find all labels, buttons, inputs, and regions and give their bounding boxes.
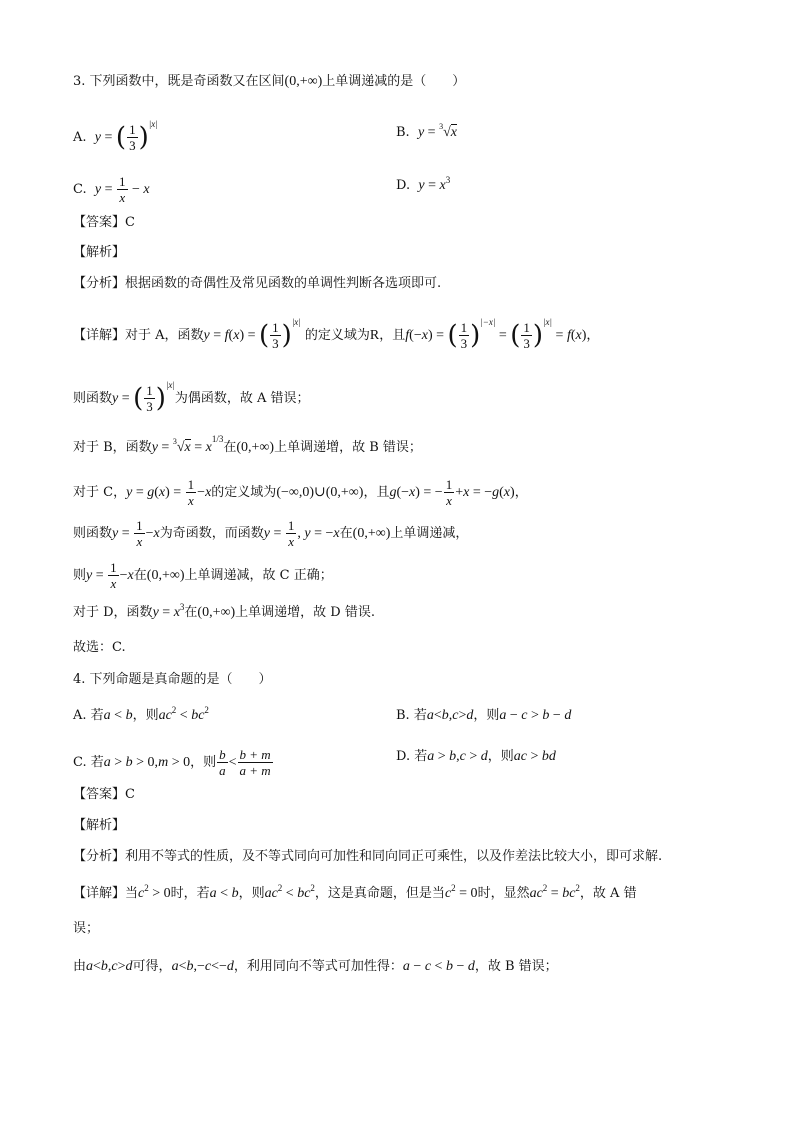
- q3-detail-c: 对于 C，y = g(x) = $\frac{1}{x}$ −x的定义域为(−∞,0)∪(0,+∞)，且g(−x) = − $\frac{1}{x}$ +x = −g(x)，: [73, 477, 528, 508]
- q3-detail-c2: 则函数y = $\frac{1}{x}$ −x为奇函数，而函数y = $\frac{1}{x}$ , y = −x在(0,+∞)上单调递减，: [73, 518, 469, 549]
- q4-option-a: A. 若a < b，则$ac^2 < bc^2$: [73, 705, 209, 723]
- q4-detail-3: 由a<b,c>d可得，a<b,−c<−d，利用同向不等式可加性得：a − c < b − d，故 B 错误；: [73, 959, 558, 974]
- q3-interval: (0,+∞): [284, 74, 323, 89]
- fraction-one-third: $\frac{1}{3}$: [129, 122, 136, 153]
- q3-option-c: C. y = $\frac{1}{x}$ − x: [73, 174, 150, 205]
- q3-choose: 故选：C.: [73, 640, 126, 655]
- q3-detail-b: 对于 B，函数$y = ^3√x = x^{1/3}$在(0,+∞)上单调递增，故 B 错误；: [73, 434, 422, 455]
- q3-option-a: A. y = ( $\frac{1}{3}$ )$^{|x|}$: [73, 119, 158, 153]
- q3-detail-a: 【详解】对于 A，函数y = f(x) = ( $\frac{1}{3}$ )$^{|x|}$ 的定义域为R，且f(−x) = ( $\frac{1}{3}$ )$^{|-x|}$ = ( $\frac{1}{3}$ )$^{|x|}$ = f(x)，: [73, 317, 600, 351]
- q3-detail-d: 对于 D，函数$y = x^3$在(0,+∞)上单调递增，故 D 错误.: [73, 602, 375, 620]
- q4-option-d: D. 若a > b,c > d，则ac > bd: [396, 749, 556, 764]
- q4-fenxi: 【分析】利用不等式的性质，及不等式同向可加性和同向同正可乘性，以及作差法比较大小，即可求解.: [73, 849, 663, 864]
- q3-stem: 3. 下列函数中，既是奇函数又在区间(0,+∞)上单调递减的是（ ）: [73, 74, 466, 89]
- q4-jiexi: 【解析】: [73, 818, 126, 833]
- q4-answer: 【答案】C: [73, 787, 135, 802]
- q3-answer: 【答案】C: [73, 215, 135, 230]
- q3-detail-c3: 则y = $\frac{1}{x}$ −x在(0,+∞)上单调递减，故 C 正确；: [73, 560, 333, 591]
- q4-detail-2: 误；: [73, 921, 100, 936]
- q4-option-c: C. 若a > b > 0,m > 0，则 $\frac{b}{a}$ < $\frac{b + m}{a + m}$: [73, 747, 271, 778]
- q3-option-d: D. $y = x^3$: [396, 175, 451, 193]
- q3-option-b: B. y = $^3$√x: [396, 122, 457, 140]
- q4-option-b: B. 若a<b,c>d，则a − c > b − d: [396, 708, 572, 723]
- q4-stem: 4. 下列命题是真命题的是（ ）: [73, 672, 272, 687]
- q3-fenxi: 【分析】根据函数的奇偶性及常见函数的单调性判断各选项即可.: [73, 276, 442, 291]
- q3-detail-a2: 则函数y = ( $\frac{1}{3}$ )$^{|x|}$为偶函数，故 A 错误；: [73, 380, 310, 414]
- q4-detail-1: 【详解】当$c^2 > 0$时，若a < b，则$ac^2 < bc^2$，这是真命题，但是当$c^2 = 0$时，显然$ac^2 = bc^2$，故 A 错: [73, 883, 637, 901]
- q3-jiexi: 【解析】: [73, 245, 126, 260]
